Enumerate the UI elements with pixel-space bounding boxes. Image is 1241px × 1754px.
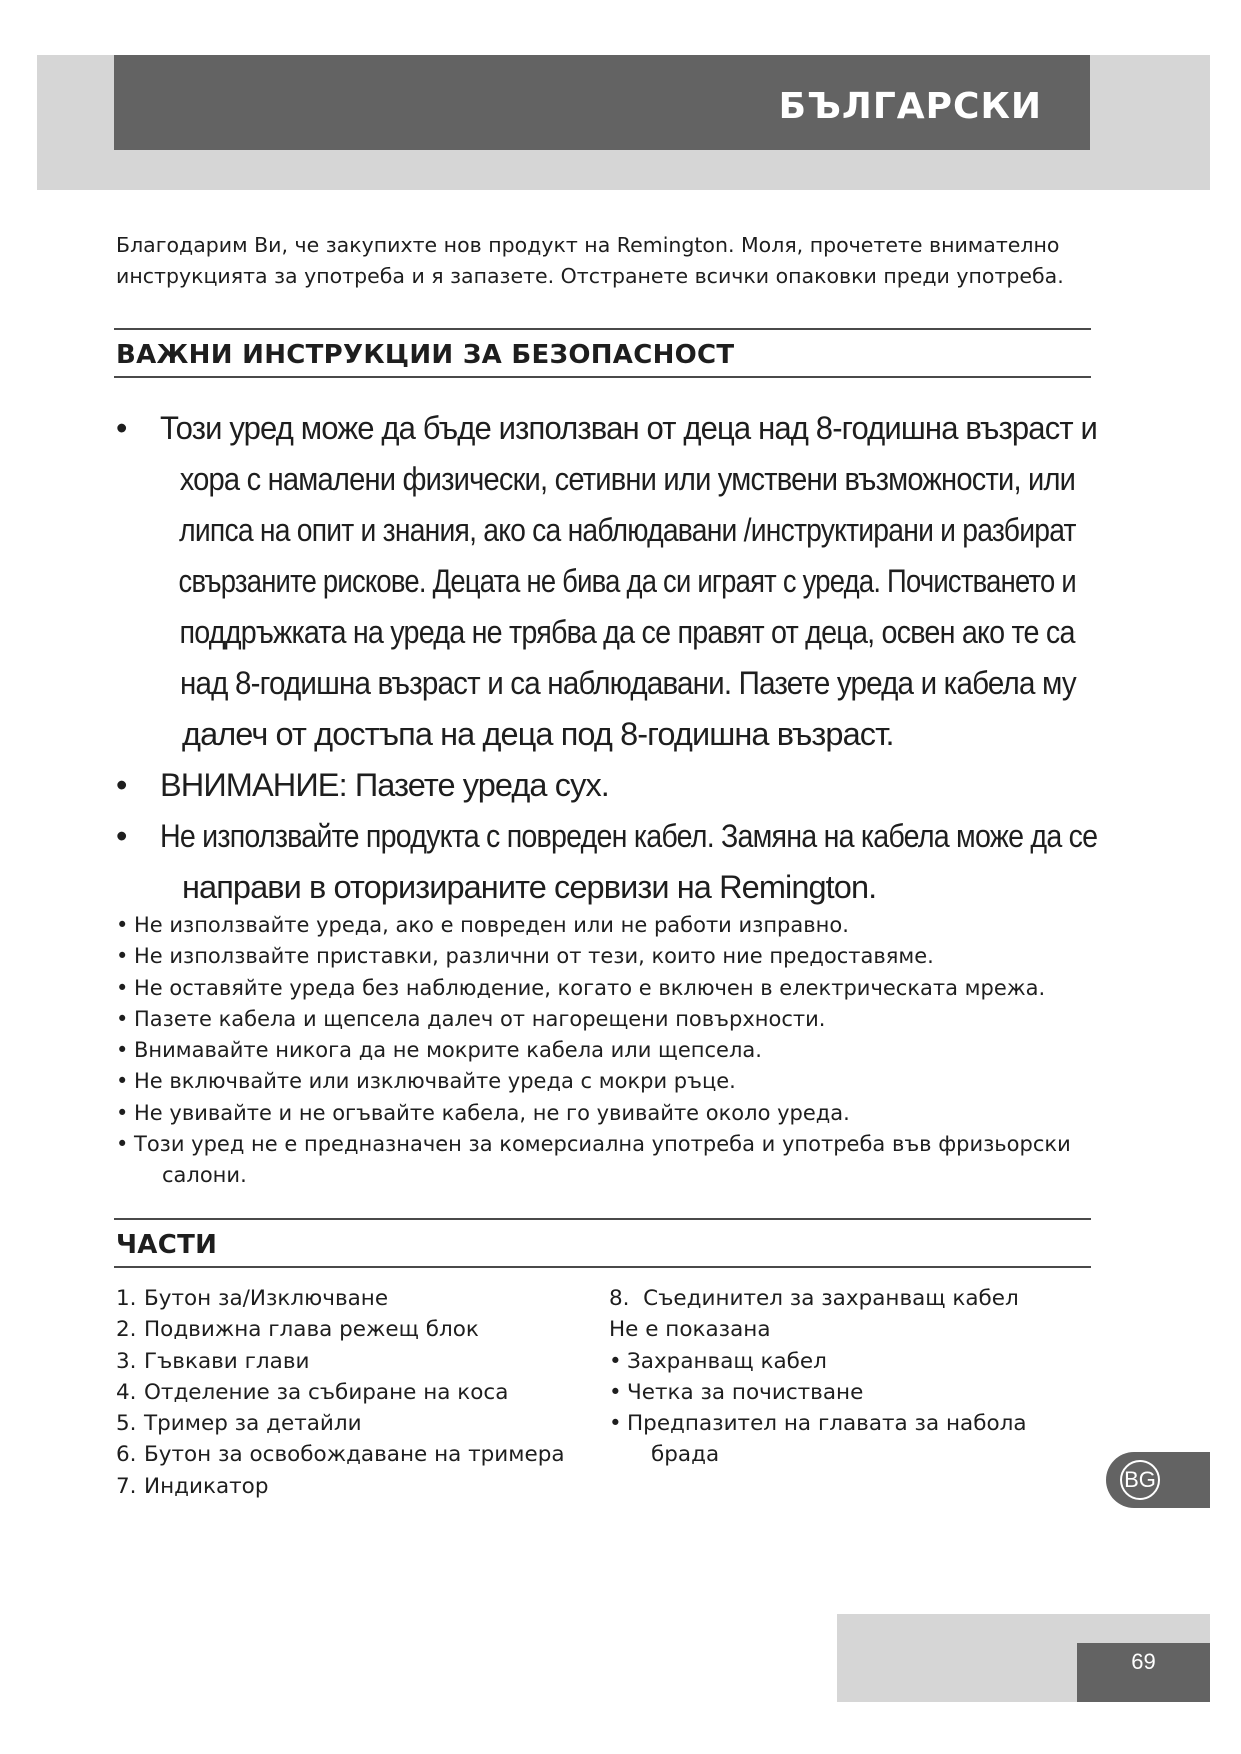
list-text: Не използвайте уреда, ако е повреден или не работи изправно. (134, 913, 849, 937)
list-line: липса на опит и знания, ако са наблюдавани /инструктирани и разбират (179, 512, 1076, 548)
list-line: над 8-годишна възраст и са наблюдавани. Пазете уреда и кабела му (180, 665, 1076, 701)
bullet-icon: • (116, 944, 129, 969)
bullet-icon: • (116, 1038, 129, 1063)
part-label: Тример за детайли (144, 1411, 362, 1437)
intro-line: инструкцията за употреба и я запазете. Отстранете всички опаковки преди употреба. (116, 264, 1064, 288)
part-number: 5. (116, 1411, 137, 1437)
list-item (116, 941, 1106, 972)
part-number: 7. (116, 1473, 137, 1499)
bullet-icon: • (116, 1132, 129, 1157)
bullet-icon: • (116, 818, 127, 854)
list-item (116, 760, 1106, 811)
language-title: БЪЛГАРСКИ (778, 86, 1042, 127)
list-item (609, 1346, 1109, 1377)
part-label: Бутон за/Изключване (144, 1286, 389, 1311)
part-label: Индикатор (144, 1473, 269, 1499)
list-text: Четка за почистване (627, 1379, 864, 1405)
part-item (116, 1471, 596, 1502)
bullet-icon: • (116, 410, 127, 446)
list-item (116, 1066, 1106, 1097)
part-number: 1. (116, 1286, 137, 1311)
part-item (116, 1439, 596, 1470)
part-label: Гъвкави глави (144, 1348, 310, 1374)
list-item (116, 1035, 1106, 1066)
list-line: ВНИМАНИЕ: Пазете уреда сух. (160, 767, 609, 803)
bullet-icon: • (609, 1348, 622, 1374)
list-line: далеч от достъпа на деца под 8-годишна възраст. (182, 716, 894, 752)
list-text: Този уред не е предназначен за комерсиална употреба и употреба във фризьорски (134, 1132, 1071, 1157)
list-line: Не използвайте продукта с повреден кабел. Замяна на кабела може да се (160, 818, 1098, 854)
bullet-icon: • (609, 1411, 622, 1437)
list-text: Не използвайте приставки, различни от тези, които ние предоставяме. (134, 944, 934, 969)
list-text: Внимавайте никога да не мокрите кабела или щепсела. (134, 1038, 762, 1063)
list-item (116, 1129, 1106, 1192)
list-item (116, 1098, 1106, 1129)
part-label: Бутон за освобождаване на тримера (144, 1442, 565, 1468)
parts-heading: ЧАСТИ (116, 1230, 218, 1260)
list-text: Захранващ кабел (627, 1348, 827, 1374)
part-number: 6. (116, 1442, 137, 1468)
part-label: Отделение за събиране на коса (144, 1379, 509, 1405)
bullet-icon: • (116, 975, 129, 1000)
parts-list-left (116, 1283, 596, 1502)
not-shown-label: Не е показана (609, 1317, 771, 1343)
list-item (116, 1004, 1106, 1035)
list-text-continued: брада (651, 1442, 720, 1468)
list-text: Не оставяйте уреда без наблюдение, когато е включен в електрическата мрежа. (134, 975, 1046, 1000)
part-item (116, 1377, 596, 1408)
bullet-icon: • (116, 1100, 129, 1125)
list-text: Предпазител на главата за набола (627, 1411, 1027, 1437)
part-item (116, 1314, 596, 1345)
part-number: 2. (116, 1317, 137, 1343)
list-item (116, 811, 1106, 913)
list-line: направи в оторизираните сервизи на Remington. (182, 869, 877, 905)
bullet-icon: • (116, 767, 127, 803)
safety-small-list (116, 910, 1106, 1192)
part-item (116, 1346, 596, 1377)
list-line: свързаните рискове. Децата не бива да си играят с уреда. Почистването и (178, 563, 1076, 599)
list-text: Пазете кабела и щепсела далеч от нагорещени повърхности. (134, 1006, 826, 1031)
list-line: поддръжката на уреда не трябва да се правят от деца, освен ако те са (179, 614, 1075, 650)
intro-paragraph (116, 230, 1096, 292)
page-number: 69 (1131, 1649, 1156, 1674)
list-text-continued: салони. (162, 1163, 247, 1188)
list-text: Не увивайте и не огъвайте кабела, не го увивайте около уреда. (134, 1100, 850, 1125)
list-item (116, 403, 1106, 760)
list-item (116, 973, 1106, 1004)
part-item: 8. Съединител за захранващ кабел (609, 1286, 1019, 1311)
part-number: 4. (116, 1379, 137, 1405)
header-bar (114, 55, 1090, 150)
list-item (609, 1377, 1109, 1408)
part-number: 3. (116, 1348, 137, 1374)
footer-page-box (1077, 1643, 1210, 1702)
list-line: хора с намалени физически, сетивни или умствени възможности, или (179, 461, 1076, 497)
bullet-icon: • (116, 1069, 129, 1094)
safety-heading: ВАЖНИ ИНСТРУКЦИИ ЗА БЕЗОПАСНОСТ (116, 340, 735, 370)
list-item (609, 1408, 1109, 1471)
safety-large-list (116, 403, 1106, 913)
parts-section-header (114, 1218, 1091, 1268)
language-badge: BG (1120, 1460, 1160, 1500)
intro-line: Благодарим Ви, че закупихте нов продукт на Remington. Моля, прочетете внимателно (116, 233, 1060, 257)
list-line: Този уред може да бъде използван от деца над 8-годишна възраст и (160, 410, 1097, 446)
language-tab (1106, 1452, 1210, 1508)
part-label: Подвижна глава режещ блок (144, 1317, 479, 1343)
list-item (116, 910, 1106, 941)
part-item (116, 1283, 596, 1314)
bullet-icon: • (116, 913, 129, 937)
bullet-icon: • (116, 1006, 129, 1031)
safety-section-header (114, 328, 1091, 378)
bullet-icon: • (609, 1379, 622, 1405)
list-text: Не включвайте или изключвайте уреда с мокри ръце. (134, 1069, 736, 1094)
parts-list-right (609, 1283, 1109, 1471)
part-item (116, 1408, 596, 1439)
